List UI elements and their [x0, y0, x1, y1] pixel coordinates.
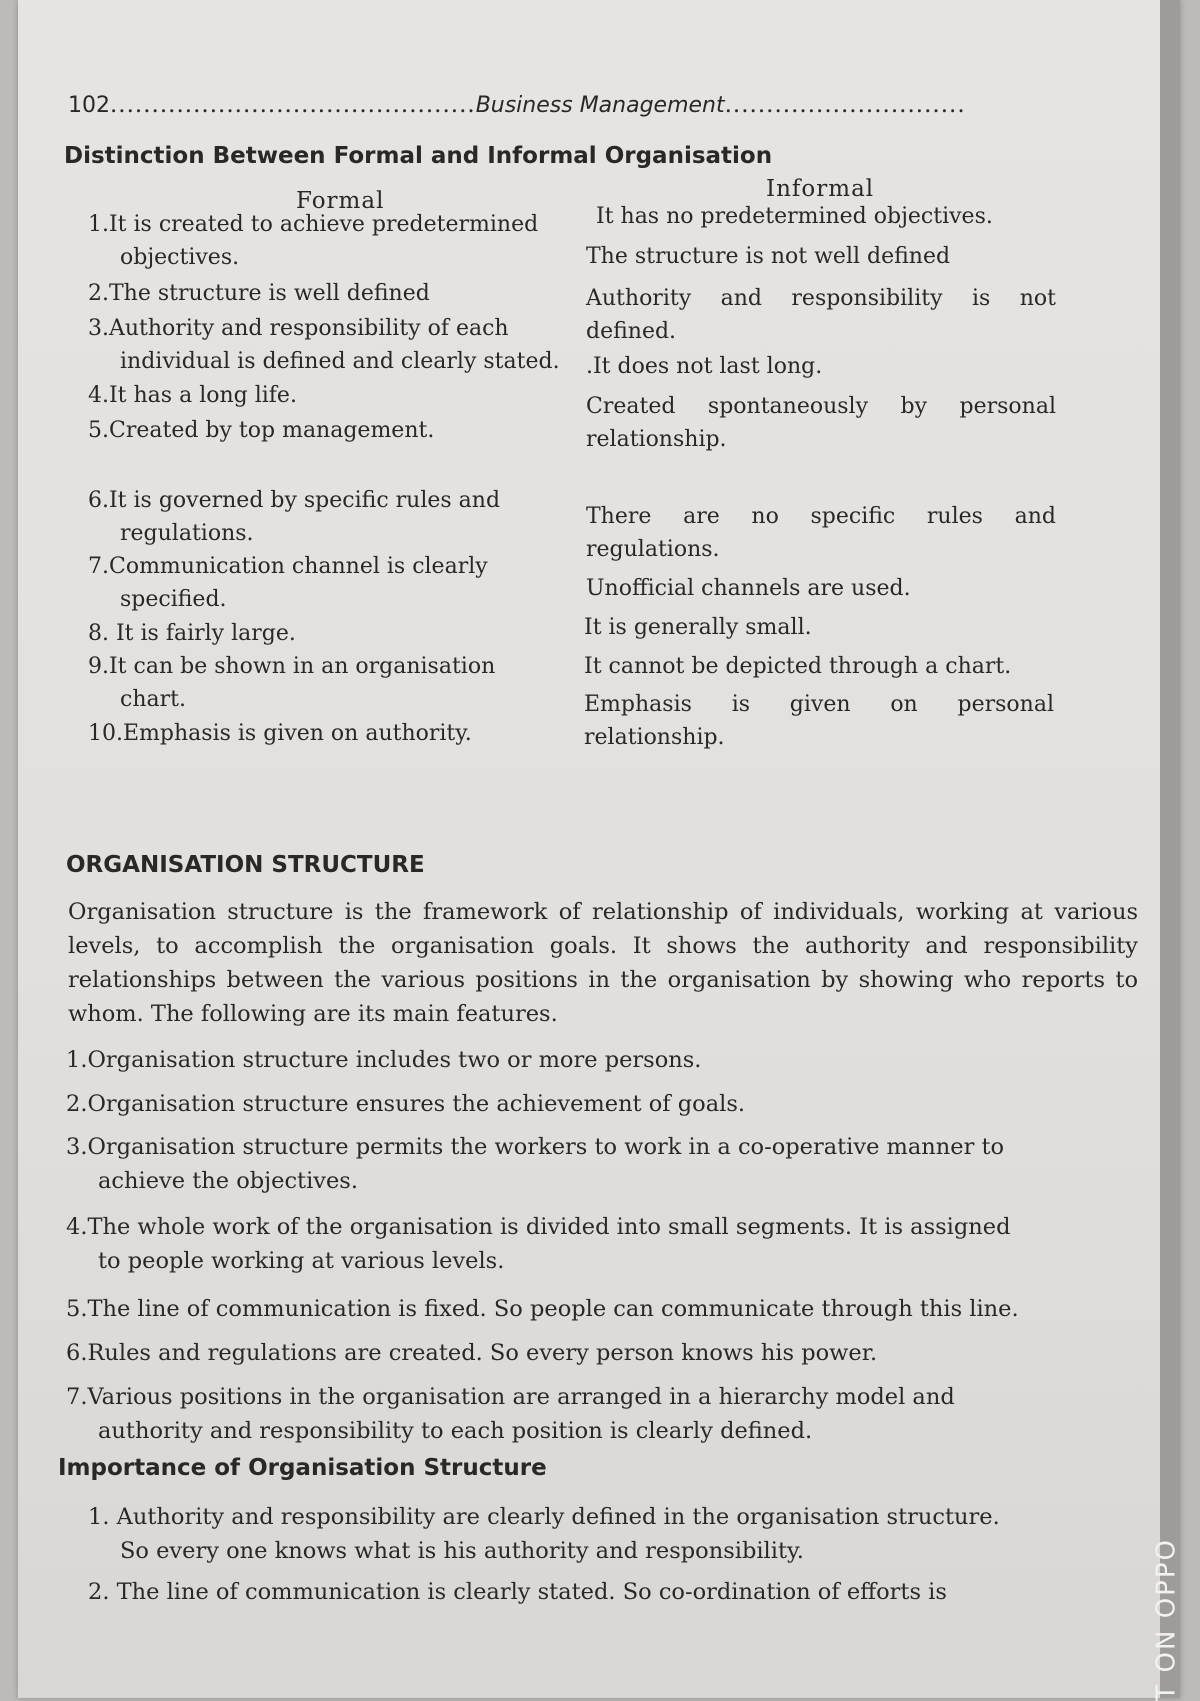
feature-4: 4.The whole work of the organisation is divided into small segments. It is assigned to people working at various levels.	[66, 1214, 1011, 1274]
page-header	[68, 92, 1148, 118]
book-title: Business Management	[475, 93, 725, 118]
formal-point-4: 4.It has a long life.	[88, 383, 297, 408]
feature-2: 2.Organisation structure ensures the achievement of goals.	[66, 1091, 746, 1117]
informal-point-6: There are no specific rules and regulations.	[586, 504, 1056, 562]
header-dots-trailing: .............................	[724, 92, 966, 118]
feature-1: 1.Organisation structure includes two or more persons.	[66, 1047, 702, 1073]
informal-point-10: Emphasis is given on personal relationship.	[584, 692, 1054, 750]
formal-point-1: 1.It is created to achieve predetermined objectives.	[88, 212, 539, 270]
feature-3: 3.Organisation structure permits the workers to work in a co-operative manner to achieve the objectives.	[66, 1134, 1005, 1194]
formal-point-10: 10.Emphasis is given on authority.	[88, 721, 472, 746]
formal-point-7: 7.Communication channel is clearly specified.	[88, 554, 488, 612]
formal-point-3: 3.Authority and responsibility of each individual is defined and clearly stated.	[88, 316, 560, 374]
camera-watermark: T ON OPPO	[1152, 1538, 1182, 1701]
informal-point-3: Authority and responsibility is not defined.	[586, 286, 1056, 344]
feature-6: 6.Rules and regulations are created. So every person knows his power.	[66, 1340, 878, 1366]
distinction-heading: Distinction Between Formal and Informal Organisation	[64, 143, 773, 169]
formal-point-9: 9.It can be shown in an organisation chart.	[88, 654, 496, 712]
page-number: 102	[68, 93, 110, 118]
informal-column-heading: Informal	[766, 176, 875, 202]
formal-point-2: 2.The structure is well defined	[88, 281, 430, 306]
importance-point-1: 1. Authority and responsibility are clearly defined in the organisation structure. So every one knows what is his authority and responsibility.	[88, 1504, 1000, 1564]
formal-column-heading: Formal	[296, 188, 385, 214]
importance-heading: Importance of Organisation Structure	[58, 1455, 547, 1481]
book-page	[18, 0, 1182, 1701]
feature-7: 7.Various positions in the organisation are arranged in a hierarchy model and authority and responsibility to each position is clearly defined.	[66, 1384, 955, 1444]
page-edge-shadow	[1160, 0, 1180, 1698]
informal-point-4: .It does not last long.	[586, 354, 823, 379]
formal-point-5: 5.Created by top management.	[88, 418, 435, 443]
informal-point-8: It is generally small.	[584, 615, 812, 640]
informal-point-9: It cannot be depicted through a chart.	[584, 654, 1012, 679]
informal-point-7: Unofficial channels are used.	[586, 576, 911, 601]
structure-heading: ORGANISATION STRUCTURE	[66, 852, 425, 878]
formal-point-8: 8. It is fairly large.	[88, 621, 296, 646]
informal-point-2: The structure is not well defined	[586, 244, 951, 269]
formal-point-6: 6.It is governed by specific rules and regulations.	[88, 488, 501, 546]
informal-point-1: It has no predetermined objectives.	[596, 204, 993, 229]
informal-point-5: Created spontaneously by personal relationship.	[586, 394, 1056, 452]
structure-intro: Organisation structure is the framework of relationship of individuals, working at various levels, to accomplish the organisation goals. It shows the authority and responsibility relationships between the various positions in the organisation by showing who reports to whom. The following are its main features.	[68, 899, 1138, 1027]
header-dots: ............................................	[110, 92, 476, 118]
importance-point-2: 2. The line of communication is clearly stated. So co-ordination of efforts is	[88, 1579, 947, 1605]
feature-5: 5.The line of communication is fixed. So people can communicate through this line.	[66, 1296, 1019, 1322]
